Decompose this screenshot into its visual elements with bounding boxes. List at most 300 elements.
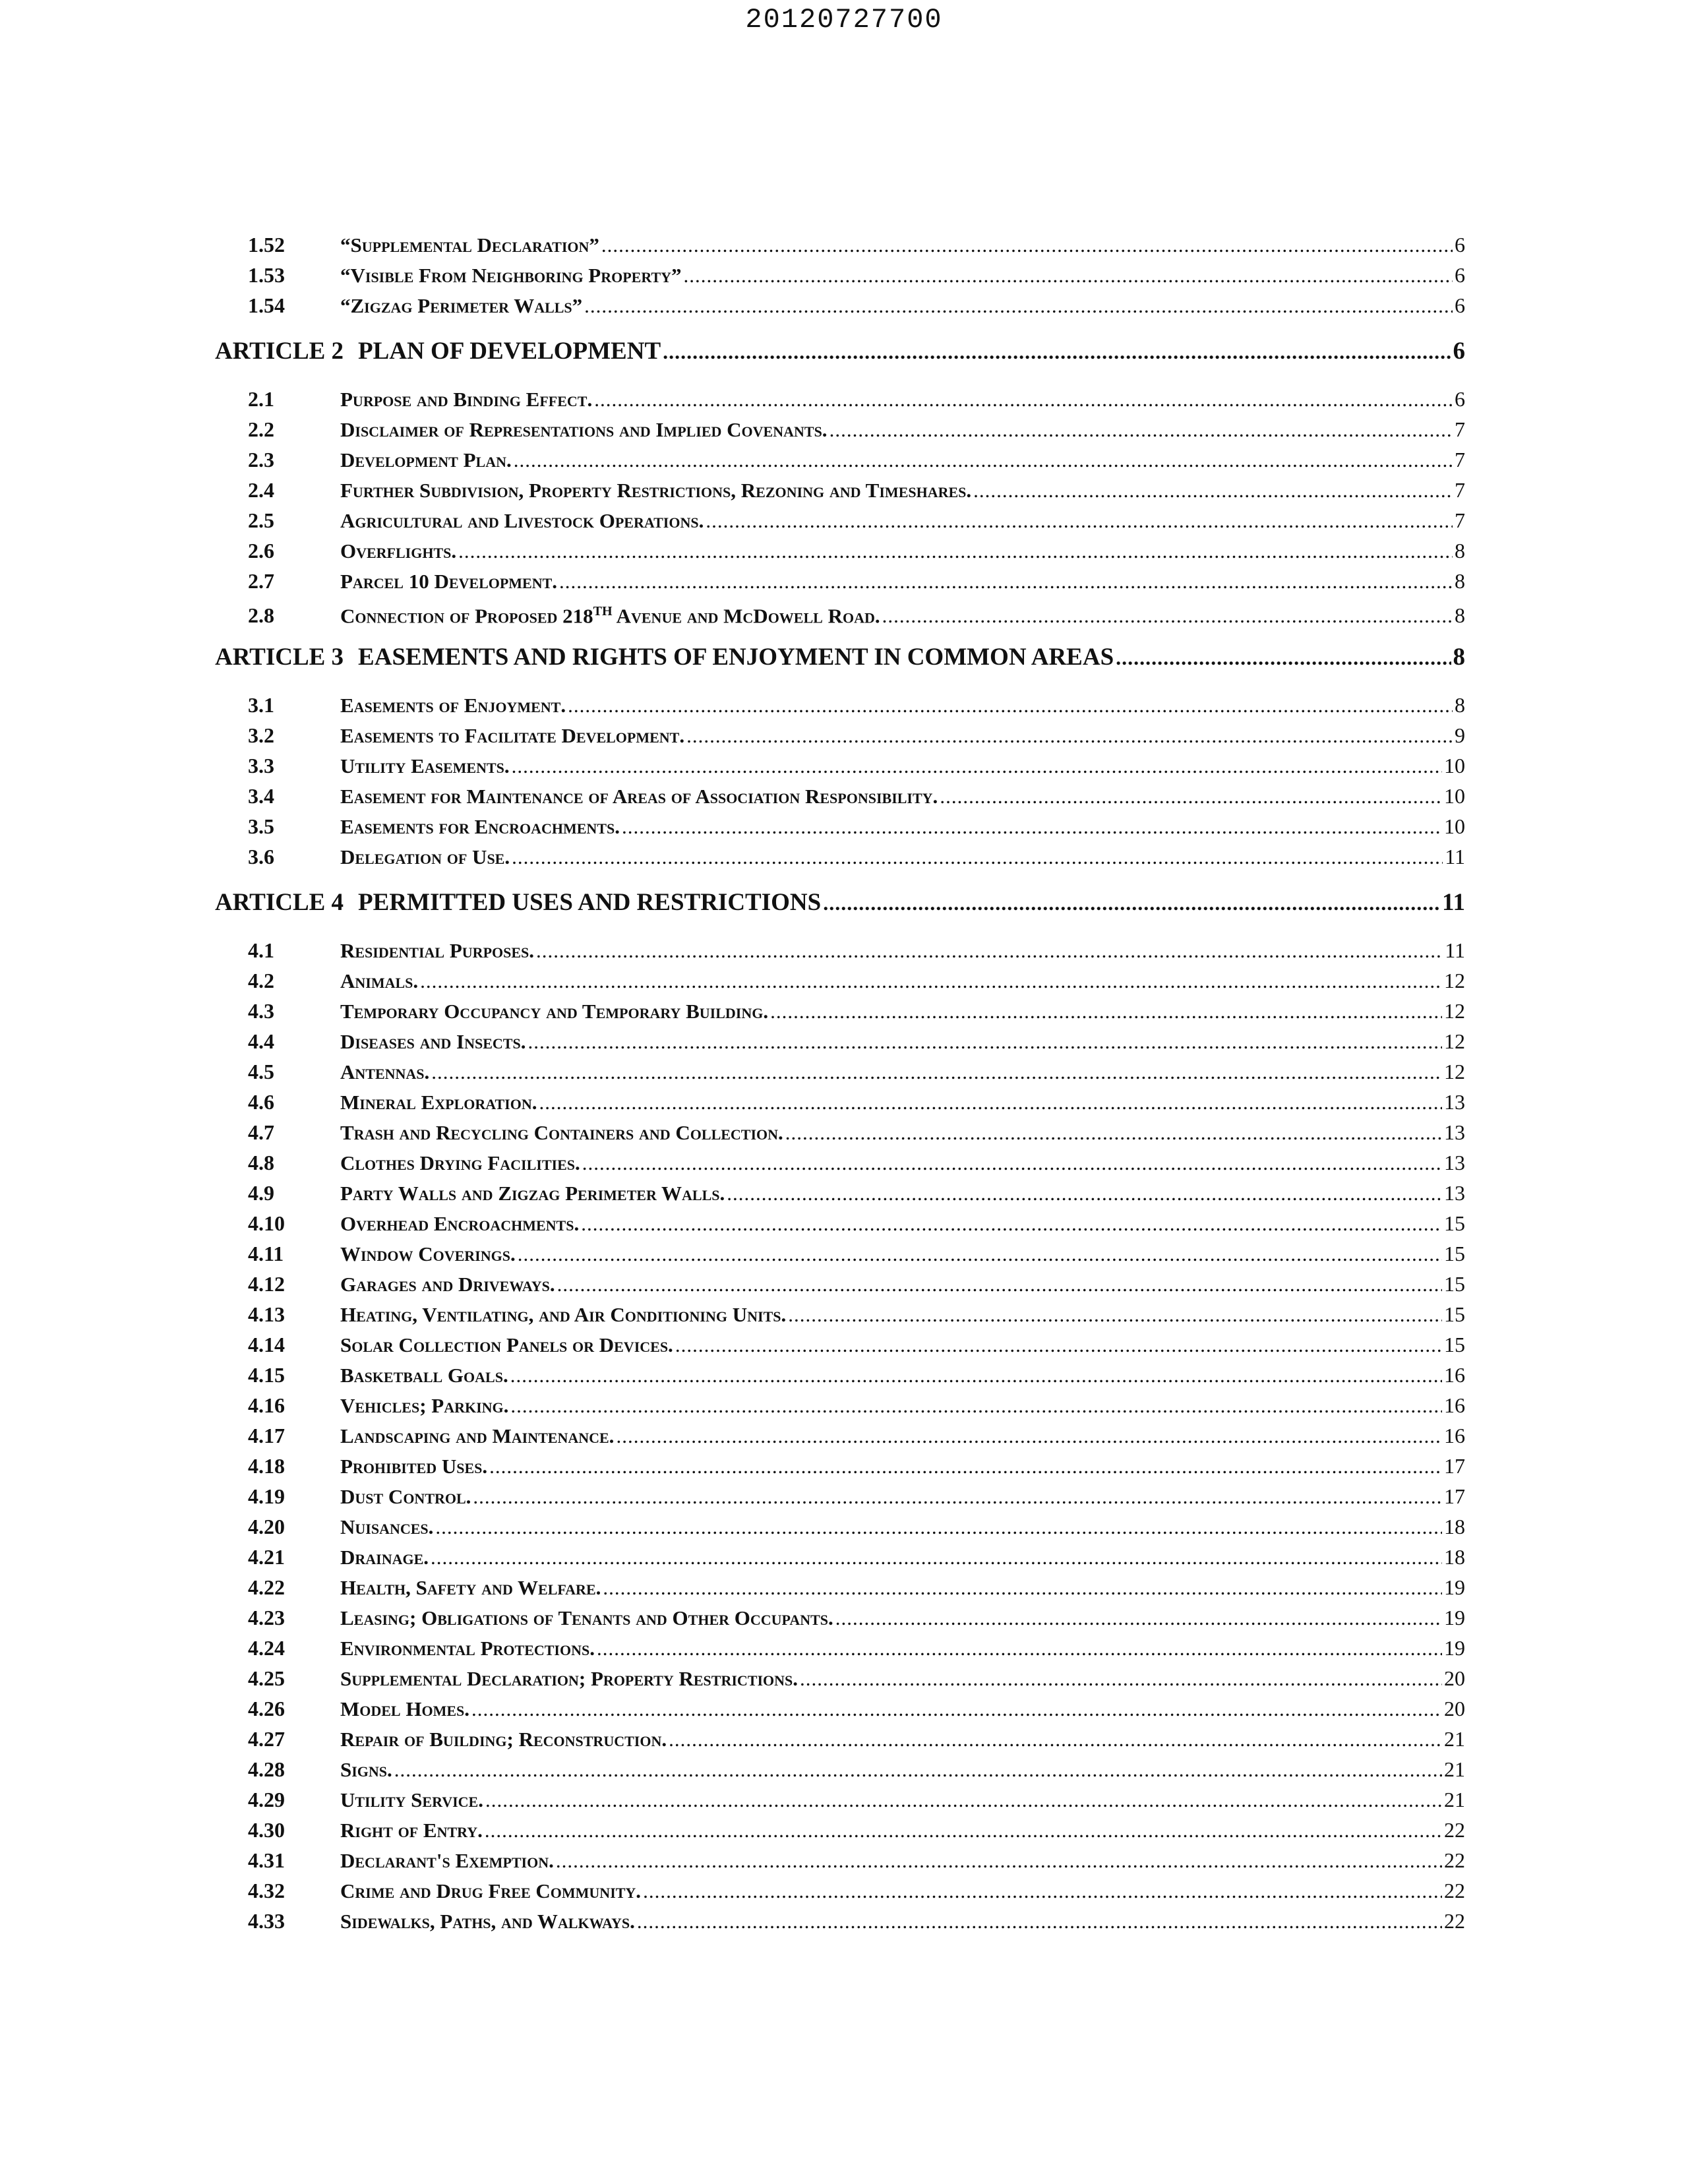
section-number: 4.1 [248,938,274,962]
section-title-text: Diseases and Insects. [340,1030,526,1053]
toc-entry [215,290,1465,320]
toc-entry [215,535,1465,566]
toc-entry [215,1238,1465,1269]
toc-entry [215,1481,1465,1511]
dot-leader [471,1694,1442,1724]
section-title [316,596,880,631]
dot-leader [663,336,1451,367]
article-page-number: 11 [1442,889,1465,916]
section-number: 3.6 [248,845,274,868]
dot-leader [616,1421,1442,1451]
dot-leader [556,1846,1442,1876]
dot-leader [788,1300,1442,1330]
section-title [316,1633,595,1664]
section-title-text: Animals. [340,969,419,992]
toc-entry [215,1724,1465,1754]
dot-leader [485,1785,1442,1815]
toc-entry [215,1845,1465,1875]
spacer [215,375,1465,384]
section-page-number: 21 [1444,1788,1465,1811]
section-page-number: 19 [1444,1636,1465,1660]
section-title [316,1906,635,1937]
toc-entry [215,1542,1465,1572]
dot-leader [539,1087,1443,1118]
section-number: 4.20 [248,1515,285,1538]
section-title-text: Antennas. [340,1060,430,1083]
section-title-text: Connection of Proposed 218 [340,604,593,628]
section-page-number: 10 [1444,784,1465,808]
toc-entry [215,1360,1465,1390]
section-number: 1.52 [248,233,285,257]
section-title-text: Garages and Driveways. [340,1273,555,1296]
section-page-number: 7 [1455,478,1465,502]
toc-entry [215,1117,1465,1147]
section-page-number: 20 [1444,1666,1465,1690]
section-page-number: 13 [1444,1120,1465,1144]
section-number: 3.4 [248,784,274,808]
section-title [316,230,599,260]
section-title-text: Party Walls and Zigzag Perimeter Walls. [340,1182,725,1205]
dot-leader [643,1876,1442,1906]
dot-leader [770,996,1442,1027]
dot-leader [940,781,1442,812]
section-title [316,1087,537,1118]
section-title-text: Utility Easements. [340,754,510,777]
toc-entry [215,444,1465,475]
section-number: 4.18 [248,1454,285,1478]
section-title-text: Drainage. [340,1546,429,1569]
section-number: 4.9 [248,1181,274,1205]
section-title [316,1178,725,1209]
dot-leader [622,812,1442,842]
document-number: 20120727700 [745,4,943,36]
section-title [316,1239,516,1269]
section-number: 4.24 [248,1636,285,1660]
section-title-text: Residential Purposes. [340,939,535,962]
section-number: 2.5 [248,508,274,532]
dot-leader [536,936,1443,966]
section-title [316,1118,783,1148]
dot-leader [594,384,1453,415]
dot-leader [686,721,1453,751]
section-title-text: Supplemental Declaration; Property Restrictions. [340,1667,798,1690]
toc-entry [215,720,1465,750]
section-number: 4.3 [248,999,274,1023]
article-page-number: 8 [1453,644,1465,671]
toc-entry [215,1208,1465,1238]
dot-leader [512,842,1443,872]
section-page-number: 16 [1444,1363,1465,1387]
toc-entry [215,996,1465,1026]
toc-entry [215,1178,1465,1208]
toc-entry [215,596,1465,626]
section-title-text: Mineral Exploration. [340,1091,537,1114]
section-title-text: Nuisances. [340,1515,434,1538]
dot-leader [597,1633,1442,1664]
section-number: 4.21 [248,1545,285,1569]
section-title [316,690,566,721]
section-page-number: 6 [1455,293,1465,317]
dot-leader [601,230,1453,260]
section-number: 2.8 [248,603,274,628]
section-title-text: Environmental Protections. [340,1637,595,1660]
dot-leader [603,1573,1442,1603]
section-title [316,966,418,996]
section-title [316,1724,667,1755]
section-title-text: Easements to Facilitate Development. [340,724,685,747]
dot-leader [669,1724,1442,1755]
toc-entry [215,1906,1465,1936]
dot-leader [557,1269,1442,1300]
section-title-text: “Zigzag Perimeter Walls” [340,294,583,317]
section-title-text: Prohibited Uses. [340,1455,488,1478]
ordinal-superscript: TH [593,604,613,619]
section-page-number: 19 [1444,1575,1465,1599]
toc-entry [215,1026,1465,1056]
section-page-number: 19 [1444,1606,1465,1629]
section-title [316,936,534,966]
dot-leader [510,1360,1442,1391]
section-page-number: 16 [1444,1424,1465,1447]
section-title [316,506,704,536]
section-number: 2.6 [248,539,274,562]
article-title: EASEMENTS AND RIGHTS OF ENJOYMENT IN COMMON AREAS [358,644,1114,671]
section-title [316,1876,641,1906]
spacer [215,872,1465,881]
toc-entry [215,841,1465,872]
section-page-number: 6 [1455,387,1465,411]
section-title [316,1482,471,1512]
section-number: 2.7 [248,569,274,593]
section-number: 4.33 [248,1909,285,1933]
dot-leader [800,1664,1442,1694]
section-title-text: Easements for Encroachments. [340,815,620,838]
toc-article-heading [215,881,1465,926]
dot-leader [559,566,1453,597]
section-page-number: 15 [1444,1272,1465,1296]
section-number: 4.25 [248,1666,285,1690]
section-title [316,1391,508,1421]
section-page-number: 17 [1444,1454,1465,1478]
section-title [316,1573,601,1603]
section-title-text: Declarant's Exemption. [340,1849,554,1872]
dot-leader [706,506,1453,536]
toc-entry [215,1056,1465,1087]
section-number: 4.15 [248,1363,285,1387]
toc-entry [215,505,1465,535]
section-number: 1.54 [248,293,285,317]
section-page-number: 10 [1444,814,1465,838]
dot-leader [473,1482,1442,1512]
dot-leader [637,1906,1442,1937]
section-title-text: Trash and Recycling Containers and Collection. [340,1121,783,1144]
section-number: 4.29 [248,1788,285,1811]
section-title-text: Further Subdivision, Property Restrictions, Rezoning and Timeshares. [340,479,972,502]
section-number: 4.8 [248,1151,274,1174]
section-title-text: Agricultural and Livestock Operations. [340,509,704,532]
section-title-text: Basketball Goals. [340,1364,508,1387]
section-title [316,751,510,781]
toc-entry [215,811,1465,841]
section-title-text: Right of Entry. [340,1819,483,1842]
dot-leader [581,1209,1442,1239]
section-number: 3.1 [248,693,274,717]
section-page-number: 15 [1444,1333,1465,1356]
section-title [316,475,971,506]
section-title [316,1815,483,1846]
dot-leader [528,1027,1442,1057]
section-page-number: 9 [1455,723,1465,747]
toc-entry [215,965,1465,996]
toc-entry [215,1784,1465,1815]
section-title-text: Leasing; Obligations of Tenants and Other Occupants. [340,1606,833,1629]
section-title-text: Development Plan. [340,448,512,471]
dot-leader [420,966,1442,996]
section-page-number: 20 [1444,1697,1465,1720]
section-title-text: Repair of Building; Reconstruction. [340,1728,667,1751]
section-page-number: 11 [1445,845,1465,868]
section-page-number: 12 [1444,1029,1465,1053]
section-page-number: 7 [1455,448,1465,471]
section-number: 4.5 [248,1060,274,1083]
section-title [316,1300,786,1330]
section-title-text: Solar Collection Panels or Devices. [340,1333,673,1356]
section-page-number: 17 [1444,1484,1465,1508]
dot-leader [829,415,1453,445]
dot-leader [882,601,1453,631]
section-title [316,1785,483,1815]
toc-entry [215,1299,1465,1329]
toc-entry [215,1329,1465,1360]
section-title [316,1057,429,1087]
section-title [316,1603,833,1633]
toc-entry [215,1754,1465,1784]
toc-entry [215,229,1465,260]
toc-entry [215,1663,1465,1693]
toc-entry [215,1420,1465,1451]
section-title-text: Disclaimer of Representations and Implied Covenants. [340,418,828,441]
dot-leader [835,1603,1442,1633]
section-title [316,536,456,566]
section-number: 2.1 [248,387,274,411]
section-title-text: “Visible From Neighboring Property” [340,264,682,287]
section-page-number: 8 [1455,539,1465,562]
section-title-text: Window Coverings. [340,1242,516,1265]
section-page-number: 7 [1455,508,1465,532]
dot-leader [823,888,1440,918]
toc-entry [215,1602,1465,1633]
section-title-text: Utility Service. [340,1788,483,1811]
toc-entry [215,1451,1465,1481]
section-page-number: 6 [1455,263,1465,287]
section-number: 4.13 [248,1302,285,1326]
section-page-number: 13 [1444,1151,1465,1174]
toc-entry [215,1633,1465,1663]
section-number: 4.4 [248,1029,274,1053]
section-number: 4.17 [248,1424,285,1447]
toc-entry [215,781,1465,811]
section-title-text: Delegation of Use. [340,845,510,868]
section-page-number: 22 [1444,1848,1465,1872]
section-title [316,445,512,475]
dot-leader [431,1542,1442,1573]
section-page-number: 15 [1444,1211,1465,1235]
toc-article-heading [215,636,1465,681]
section-title [316,1360,508,1391]
section-title [316,1542,429,1573]
section-title [316,1451,487,1482]
toc-entry [215,475,1465,505]
toc-entry [215,1875,1465,1906]
article-label: ARTICLE 4 [215,889,344,916]
section-number: 4.16 [248,1393,285,1417]
section-title [316,996,768,1027]
section-page-number: 11 [1445,938,1465,962]
section-title-text: Easements of Enjoyment. [340,694,566,717]
section-number: 3.5 [248,814,274,838]
section-title-text-rest: Avenue and McDowell Road. [612,604,880,628]
section-title [316,260,682,291]
section-page-number: 6 [1455,233,1465,257]
section-title-text: Easement for Maintenance of Areas of Association Responsibility. [340,785,938,808]
section-title-text: Sidewalks, Paths, and Walkways. [340,1910,635,1933]
section-page-number: 8 [1455,603,1465,628]
section-number: 4.10 [248,1211,285,1235]
spacer [215,926,1465,935]
toc-entry [215,414,1465,444]
section-page-number: 18 [1444,1515,1465,1538]
section-page-number: 8 [1455,693,1465,717]
article-title: PERMITTED USES AND RESTRICTIONS [358,889,822,916]
section-page-number: 22 [1444,1909,1465,1933]
dot-leader [510,1391,1442,1421]
section-page-number: 13 [1444,1090,1465,1114]
section-title-text: Model Homes. [340,1697,470,1720]
toc-entry [215,1269,1465,1299]
section-title-text: Overflights. [340,539,457,562]
section-title [316,1755,392,1785]
section-title-text: Signs. [340,1758,392,1781]
section-page-number: 12 [1444,999,1465,1023]
toc-entry [215,750,1465,781]
dot-leader [518,1239,1442,1269]
section-number: 4.27 [248,1727,285,1751]
section-number: 4.28 [248,1757,285,1781]
article-page-number: 6 [1453,338,1465,365]
section-title-text: Clothes Drying Facilities. [340,1151,580,1174]
section-number: 4.22 [248,1575,285,1599]
article-label: ARTICLE 2 [215,338,344,365]
section-page-number: 16 [1444,1393,1465,1417]
dot-leader [684,260,1453,291]
section-number: 4.31 [248,1848,285,1872]
section-page-number: 18 [1444,1545,1465,1569]
toc-entry [215,1815,1465,1845]
section-title [316,1846,554,1876]
section-title [316,812,620,842]
section-page-number: 7 [1455,417,1465,441]
section-number: 4.19 [248,1484,285,1508]
section-number: 3.2 [248,723,274,747]
article-title: PLAN OF DEVELOPMENT [358,338,661,365]
section-title [316,566,557,597]
section-title [316,415,828,445]
section-title [316,1694,469,1724]
section-page-number: 10 [1444,754,1465,777]
section-number: 2.4 [248,478,274,502]
section-title-text: Vehicles; Parking. [340,1394,509,1417]
section-page-number: 22 [1444,1818,1465,1842]
section-number: 4.26 [248,1697,285,1720]
toc-entry [215,260,1465,290]
toc-entry [215,384,1465,414]
section-page-number: 15 [1444,1242,1465,1265]
section-number: 1.53 [248,263,285,287]
section-title-text: Heating, Ventilating, and Air Conditioning Units. [340,1303,787,1326]
section-number: 4.14 [248,1333,285,1356]
section-number: 4.30 [248,1818,285,1842]
toc-entry [215,935,1465,965]
section-title [316,384,592,415]
section-page-number: 13 [1444,1181,1465,1205]
section-number: 4.2 [248,969,274,992]
toc-entry [215,1572,1465,1602]
section-title [316,1269,555,1300]
section-title-text: Landscaping and Maintenance. [340,1424,615,1447]
dot-leader [435,1512,1442,1542]
dot-leader [458,536,1453,566]
section-title-text: Overhead Encroachments. [340,1212,580,1235]
section-title-text: Parcel 10 Development. [340,570,558,593]
section-number: 4.6 [248,1090,274,1114]
section-page-number: 22 [1444,1879,1465,1902]
spacer [215,681,1465,690]
dot-leader [512,751,1442,781]
section-number: 4.12 [248,1272,285,1296]
section-title [316,842,510,872]
section-title [316,291,582,321]
section-number: 4.32 [248,1879,285,1902]
section-page-number: 12 [1444,969,1465,992]
dot-leader [394,1755,1442,1785]
section-title [316,721,684,751]
section-number: 2.3 [248,448,274,471]
dot-leader [582,1148,1442,1178]
dot-leader [675,1330,1442,1360]
section-page-number: 12 [1444,1060,1465,1083]
dot-leader [431,1057,1442,1087]
dot-leader [514,445,1453,475]
section-number: 4.23 [248,1606,285,1629]
toc-entry [215,1390,1465,1420]
section-page-number: 21 [1444,1727,1465,1751]
toc-entry [215,690,1465,720]
section-title [316,1209,579,1239]
section-page-number: 8 [1455,569,1465,593]
dot-leader [785,1118,1442,1148]
section-title [316,1664,798,1694]
dot-leader [727,1178,1442,1209]
dot-leader [489,1451,1442,1482]
toc-entry [215,1087,1465,1117]
section-title [316,1148,580,1178]
section-number: 4.7 [248,1120,274,1144]
toc-article-heading [215,330,1465,375]
section-title [316,1027,526,1057]
section-title [316,781,938,812]
dot-leader [973,475,1453,506]
section-title-text: “Supplemental Declaration” [340,233,599,257]
